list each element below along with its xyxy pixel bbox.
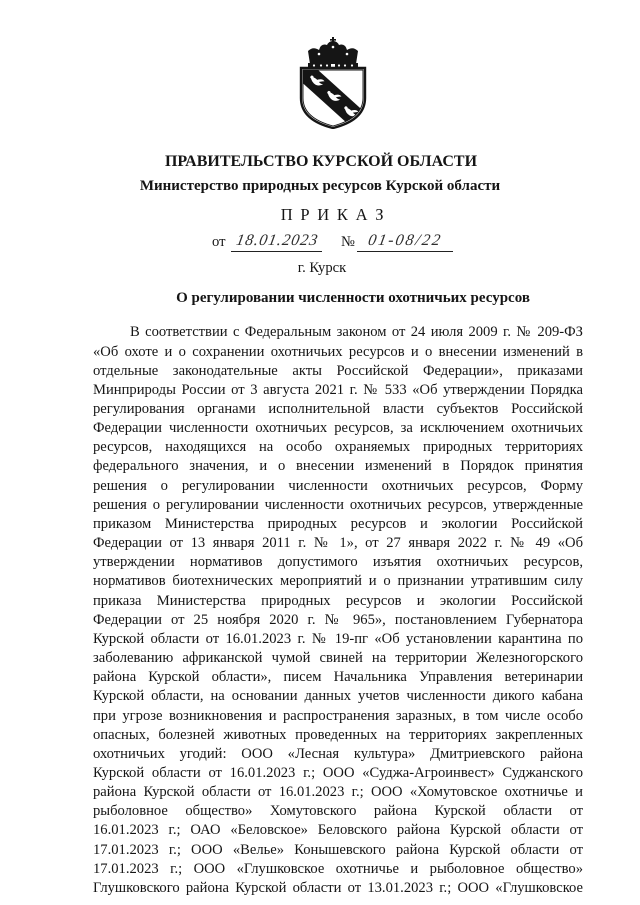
body-line: Федерации от 13 января 2011 г. № 1», от 27 января 2022 г. № 49 «Об	[93, 535, 583, 552]
date-prefix: от	[212, 234, 226, 250]
crown-highlight	[332, 46, 335, 49]
body-line: 17.01.2023 г.; ООО «Велье» Конышевского района Курской области от	[93, 841, 583, 858]
emblem-crown	[308, 37, 358, 68]
body-line: при угрозе возникновения и распространения заразных, в том числе особо	[93, 707, 583, 724]
crown-highlight	[318, 53, 321, 56]
crown-pearl	[351, 64, 353, 66]
crown-pearl	[344, 64, 346, 66]
body-line: «Об охоте и о сохранении охотничьих ресурсов и о внесении изменений в	[93, 343, 583, 360]
body-line: приказом Министерства природных ресурсов и экологии Российской	[93, 515, 583, 532]
order-date-field	[231, 233, 322, 252]
body-line: 16.01.2023 г.; ОАО «Беловское» Беловского района Курской области от	[93, 822, 583, 839]
emblem-shield	[296, 60, 370, 129]
order-number: 01-08/22	[366, 232, 444, 249]
body-line: охотничьих угодий: ООО «Лесная культура» Дмитриевского района	[93, 745, 583, 762]
crown-pearl	[320, 64, 322, 66]
body-line: Глушковского района Курской области от 13.01.2023 г.; ООО «Глушковское	[93, 879, 583, 896]
body-line: утверждении нормативов допустимого изъятия охотничьих ресурсов,	[93, 554, 583, 571]
body-line: Курской области, на основании данных учетов численности дикого кабана	[93, 688, 583, 705]
order-date: 18.01.2023	[234, 232, 320, 249]
crown-pearl	[338, 64, 340, 66]
body-line: решения о регулировании численности охотничьих ресурсов, утвержденные	[93, 496, 583, 513]
body-line: 17.01.2023 г.; ООО «Глушковское охотничье и рыболовное общество»	[93, 860, 583, 877]
crown-arches	[308, 41, 358, 64]
order-title: О регулировании численности охотничьих ресурсов	[176, 290, 530, 306]
body-line: Федерации от 25 ноября 2020 г. № 965», постановлением Губернатора	[93, 611, 583, 628]
number-prefix: №	[341, 234, 355, 250]
order-body	[93, 323, 583, 898]
crown-jewel	[331, 64, 335, 67]
crown-pearl	[313, 64, 315, 66]
ministry-name: Министерство природных ресурсов Курской области	[139, 178, 501, 194]
document-type: П Р И К А З	[280, 205, 386, 224]
order-date-number-row	[0, 233, 640, 252]
body-line: опасных, болезней животных проведенных на территориях закрепленных	[93, 726, 583, 743]
government-name: ПРАВИТЕЛЬСТВО КУРСКОЙ ОБЛАСТИ	[164, 153, 478, 170]
body-line: решения о регулировании численности охотничьих ресурсов, Форму	[93, 477, 583, 494]
body-line: отдельные законодательные акты Российской Федерации», приказами	[93, 362, 583, 379]
body-line: Минприроды России от 3 августа 2021 г. № 533 «Об утверждении Порядка	[93, 381, 583, 398]
body-line: заболеванию африканской чумой свиней на территории Железногорского	[93, 650, 583, 667]
body-line: федерального значения, и о внесении изменений в Порядок принятия	[93, 458, 583, 475]
body-line: приказа Министерства природных ресурсов и экологии Российской	[93, 592, 583, 609]
body-line: нормативов биотехнических мероприятий и о признании утратившим силу	[93, 573, 583, 590]
body-line: Курской области от 16.01.2023 г. № 19-пг «Об установлении карантина по	[93, 630, 583, 647]
body-line: Федерации численности охотничьих ресурсов, за исключением охотничьих	[93, 420, 583, 437]
order-number-field	[357, 233, 453, 252]
body-line: Курской области от 16.01.2023 г.; ООО «Суджа-Агроинвест» Суджанского	[93, 764, 583, 781]
body-line: В соответствии с Федеральным законом от 24 июля 2009 г. № 209-ФЗ	[130, 324, 583, 341]
crown-highlight	[346, 53, 349, 56]
city: г. Курск	[297, 260, 347, 276]
body-line: района Курской области от 16.01.2023 г.; ООО «Хомутовское охотничье и	[93, 784, 583, 801]
body-line: регулирования органами исполнительной власти субъектов Российской	[93, 401, 583, 418]
body-line: ресурсов, находящихся на особо охраняемых природных территориях	[93, 439, 583, 456]
body-line: рыболовное общество» Хомутовского района Курской области от	[93, 803, 583, 820]
crown-pearl	[326, 64, 328, 66]
coat-of-arms-icon	[296, 37, 370, 129]
body-line: района Курской области», писем Начальника Управления ветеринарии	[93, 669, 583, 686]
